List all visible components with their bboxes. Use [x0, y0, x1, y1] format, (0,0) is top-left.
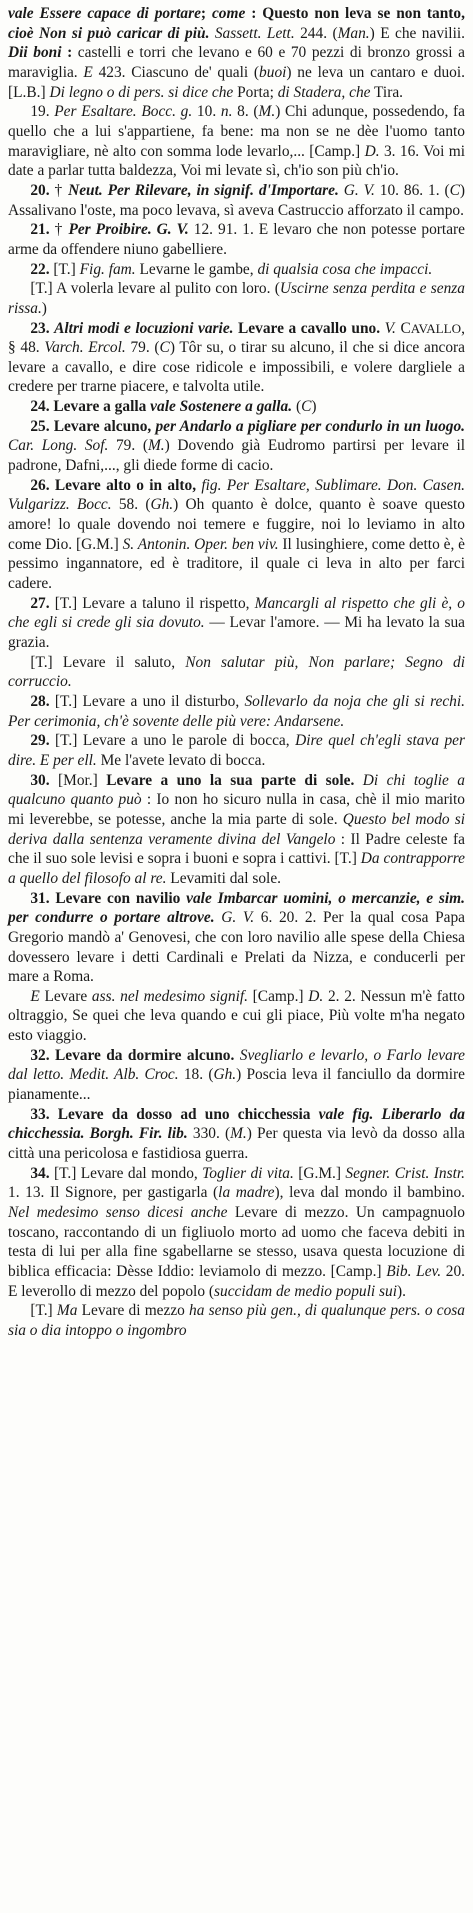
entry-19: 19. Per Esaltare. Bocc. g. 10. n. 8. (M.) Chi adunque, possedendo, fa quello che a lui s'appartiene, fa bene: ma non se ne dèe l'uomo tanto maravigliare, nè alto con somma lode levarlo,... [Camp.] D. 3. 16. Voi mi date a parlar tutta baldezza, Voi mi levate sì, ch'io son più ch'io.: [8, 103, 465, 180]
entry-33: 33. Levare da dosso ad uno chicchessia vale fig. Liberarlo da chicchessia. Borgh. Fir. lib. 330. (M.) Per questa via levò da dosso alla città una pericolosa e fastidiosa guerra.: [8, 1105, 465, 1163]
entry-21: 21. † Per Proibire. G. V. 12. 91. 1. E levaro che non potesse portare arme da offendere niuno gabelliere.: [8, 221, 465, 258]
entry-27-sub: [T.] Levare il saluto, Non salutar più, Non parlare; Segno di corruccio.: [8, 653, 465, 691]
entry-31: 31. Levare con navilio vale Imbarcar uomini, o mercanzie, e sim. per condurre o portare altrove. G. V. 6. 20. 2. Per la qual cosa Papa Gregorio mandò a' Genovesi, che con loro navilio alle spese della Chiesa dovessero levare i detti Cardinali e Prelati da Nizza, e conducerli per mare a Roma.: [8, 889, 465, 986]
entry-29: 29. [T.] Levare a uno le parole di bocca, Dire quel ch'egli stava per dire. E per ell. Me l'avete levato di bocca.: [8, 732, 465, 769]
entry-22: 22. [T.] Fig. fam. Levarne le gambe, di qualsia cosa che impacci.: [30, 260, 433, 278]
entry-24: 24. Levare a galla vale Sostenere a galla. (C): [30, 398, 317, 416]
entry-25: 25. Levare alcuno, per Andarlo a pigliare per condurlo in un luogo. Car. Long. Sof. 79. (M.) Dovendo già Eudromo partirsi per levare il padrone, Dafni,..., gli diede forme di cacio.: [8, 417, 465, 475]
entry-23: 23. Altri modi e locuzioni varie. Levare a cavallo uno. V. CAVALLO, § 48. Varch. Ercol. 79. (C) Tôr su, o tirar su alcuno, il che si dice ancora levare a cavallo, e dire cose ridicole e impossibili, e volere dargliele a credere per trarne piacere, e talvolta utile.: [8, 319, 465, 396]
entry-30: 30. [Mor.] Levare a uno la sua parte di sole. Di chi toglie a qualcuno quanto può : Io non ho sicuro nulla in casa, chè il mio marito mi leverebbe, se potesse, anche la mia parte di sole. Questo bel modo si deriva dalla sentenza veramente divina del Vangelo : Il Padre celeste fa che il suo sole levisi e sopra i buoni e sopra i cattivi. [T.] Da contrapporre a quello del filosofo al re. Levamiti dal sole.: [8, 771, 465, 887]
entry-continuation: vale Essere capace di portare; come : Questo non leva se non tanto, cioè Non si può caricar di più. Sassett. Lett. 244. (Man.) E che navilii. Dii boni : castelli e torri che levano e 60 e 70 pezzi di bronzo grossi a maraviglia. E 423. Ciascuno de' quali (buoi) ne leva un cantaro e duoi. [L.B.] Di legno o di pers. si dice che Porta; di Stadera, che Tira.: [8, 5, 465, 101]
entry-34-sub: [T.] Ma Levare di mezzo ha senso più gen., di qualunque pers. o cosa sia o dia intoppo o ingombro: [8, 1302, 465, 1339]
entry-27: 27. [T.] Levare a taluno il rispetto, Mancargli al rispetto che gli è, o che egli si crede gli sia dovuto. — Levar l'amore. — Mi ha levato la sua grazia.: [8, 594, 466, 651]
entry-31-sub: E Levare ass. nel medesimo signif. [Camp.] D. 2. 2. Nessun m'è fatto oltraggio, Se quei che leva quando e cui gli piace, Più volte m'ha negato esto viaggio.: [8, 987, 465, 1045]
entry-32: 32. Levare da dormire alcuno. Svegliarlo e levarlo, o Farlo levare dal letto. Medit. Alb. Croc. 18. (Gh.) Poscia leva il fanciullo da dormire pianamente...: [8, 1046, 466, 1104]
entry-22-sub: [T.] A volerla levare al pulito con loro. (Uscirne senza perdita e senza rissa.): [8, 280, 465, 317]
entry-26: 26. Levare alto o in alto, fig. Per Esaltare, Sublimare. Don. Casen. Vulgarizz. Bocc. 58. (Gh.) Oh quanto è dolce, quanto è soave questo amore! lo quale dovendo noi temere e fuggire, noi lo leviamo in alto come Dio. [G.M.] S. Antonin. Oper. ben viv. Il lusinghiere, come detto è, è pessimo ingannatore, ed è traditore, il quale ci leva in alto per farci cadere.: [8, 476, 465, 593]
entry-28: 28. [T.] Levare a uno il disturbo, Sollevarlo da noja che gli si rechi. Per cerimonia, ch'è sovente delle più vere: Andarsene.: [8, 692, 465, 730]
entry-34: 34. [T.] Levare dal mondo, Toglier di vita. [G.M.] Segner. Crist. Instr. 1. 13. Il Signore, per gastigarla (la madre), leva dal mondo il bambino. Nel medesimo senso dicesi anche Levare di mezzo. Un campagnuolo toscano, raccontando di un figliuolo morto ad uomo che faceva debiti in testa di lui per alla fine sgabellarne se stesso, usava questa locuzione di biblica efficacia: Dèsse Iddio: leviamolo di mezzo. [Camp.] Bib. Lev. 20. E leverollo di mezzo del popolo (succidam de medio populi sui).: [8, 1164, 466, 1300]
entry-20: 20. † Neut. Per Rilevare, in signif. d'Importare. G. V. 10. 86. 1. (C) Assalivano l'oste, ma poco levava, sì aveva Castruccio afforzato il campo.: [8, 181, 465, 219]
